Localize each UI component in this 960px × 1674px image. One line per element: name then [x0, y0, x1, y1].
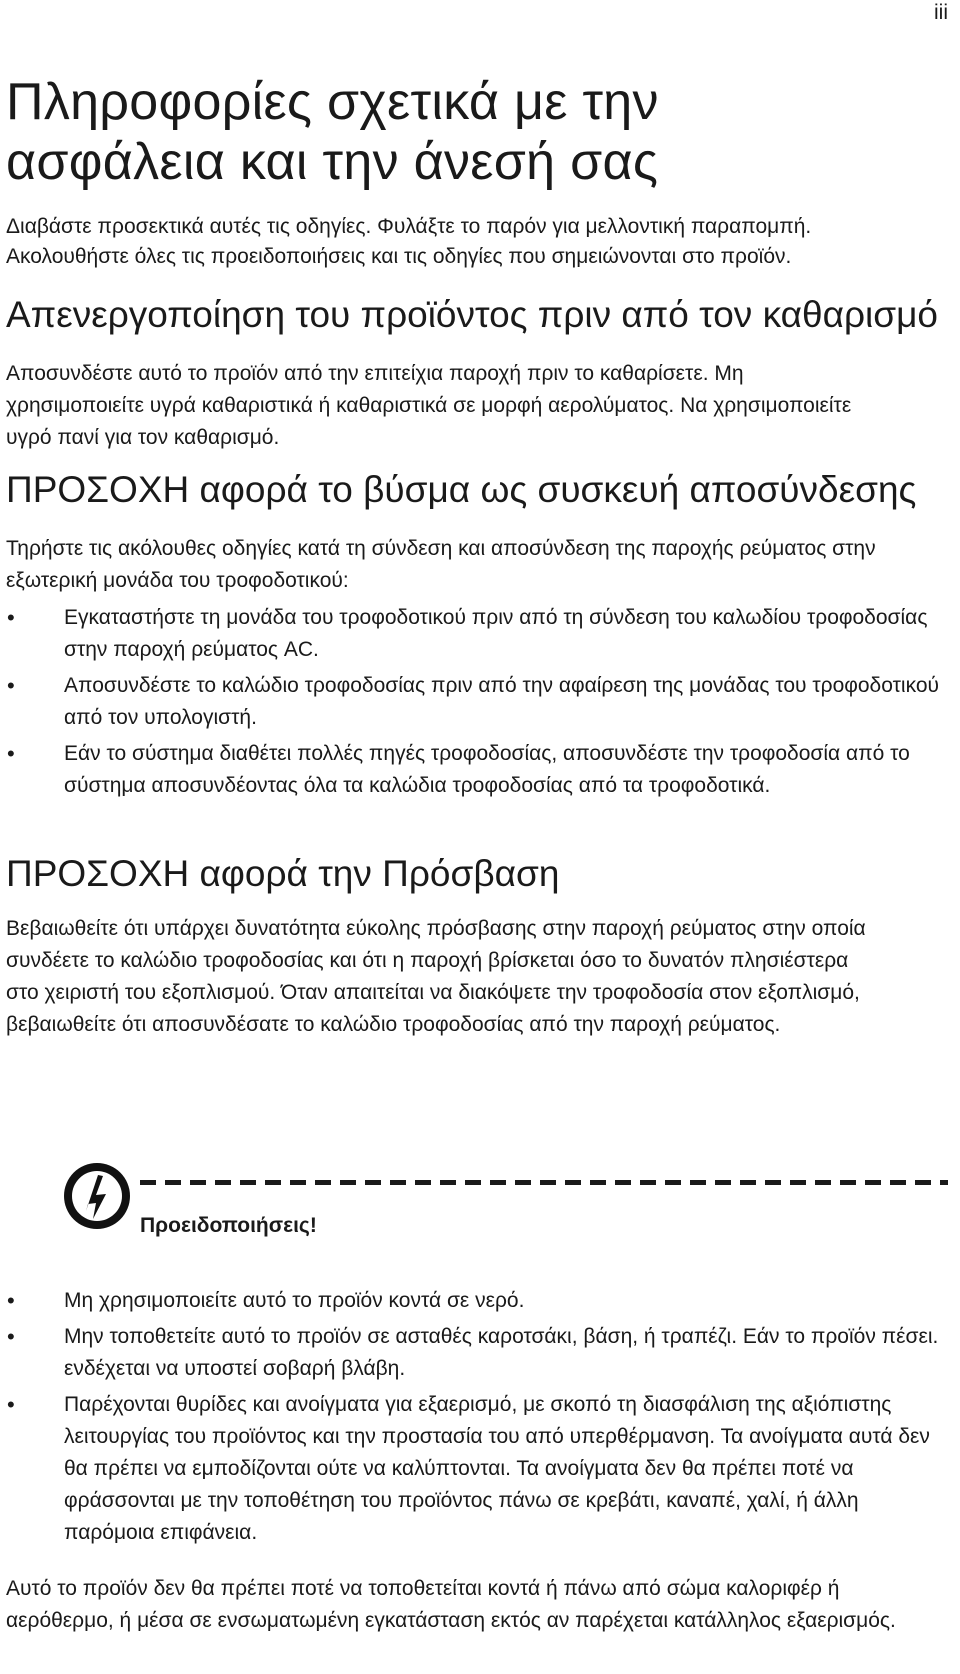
- section-body-cleaning: Αποσυνδέστε αυτό το προϊόν από την επιτείχια παροχή πριν το καθαρίσετε. Μη χρησιμοποιείτε υγρά καθαριστικά ή καθαριστικά σε μορφή αερολύματος. Να χρησιμοποιείτε υγρό πανί για τον καθαρισμό.: [6, 362, 852, 449]
- bullet-text: Παρέχονται θυρίδες και ανοίγματα για εξαερισμό, με σκοπό τη διασφάλιση της αξιόπιστης λειτουργίας του προϊόντος και την προστασία του από υπερθέρμανση. Τα ανοίγματα αυτά δεν θα πρέπει να εμποδίζονται ούτε να καλύπτονται. Τα ανοίγματα δεν θα πρέπει ποτέ να φράσσονται με την τοποθέτηση του προϊόντος πάνω σε κρεβάτι, καναπέ, χαλί, ή άλλη παρόμοια επιφάνεια.: [64, 1393, 930, 1544]
- bullet-marker: •: [7, 1288, 15, 1313]
- section-heading-access: ΠΡΟΣΟΧΗ αφορά την Πρόσβαση: [6, 853, 560, 894]
- list-item: [6, 602, 950, 666]
- bullet-marker: •: [7, 605, 15, 630]
- bullet-text: Εγκαταστήστε τη μονάδα του τροφοδοτικού πριν από τη σύνδεση του καλωδίου τροφοδοσίας στην παροχή ρεύματος AC.: [64, 606, 928, 661]
- bullet-text: Εάν το σύστημα διαθέτει πολλές πηγές τροφοδοσίας, αποσυνδέστε την τροφοδοσία από το σύστημα αποσυνδέοντας όλα τα καλώδια τροφοδοσίας από τα τροφοδοτικά.: [64, 742, 910, 797]
- lightning-bolt-icon: [62, 1161, 132, 1231]
- section-heading-cleaning: Απενεργοποίηση του προϊόντος πριν από τον καθαρισμό: [6, 294, 938, 335]
- warning-closing-text: Αυτό το προϊόν δεν θα πρέπει ποτέ να τοποθετείται κοντά ή πάνω από σώμα καλοριφέρ ή αερόθερμο, ή μέσα σε ενσωματωμένη εγκατάσταση εκτός αν παρέχεται κατάλληλος εξαερισμός.: [6, 1577, 896, 1632]
- intro-line-1: Διαβάστε προσεκτικά αυτές τις οδηγίες. Φυλάξτε το παρόν για μελλοντική παραπομπή.: [6, 215, 812, 238]
- list-item: [6, 1321, 950, 1385]
- section-body-plug-disconnect: Τηρήστε τις ακόλουθες οδηγίες κατά τη σύνδεση και αποσύνδεση της παροχής ρεύματος στην εξωτερική μονάδα του τροφοδοτικού:: [6, 537, 876, 592]
- section-heading-plug-disconnect: ΠΡΟΣΟΧΗ αφορά το βύσμα ως συσκευή αποσύνδεσης: [6, 469, 917, 510]
- list-item: [6, 1389, 950, 1549]
- list-item: [6, 738, 950, 802]
- intro-line-2: Ακολουθήστε όλες τις προειδοποιήσεις και τις οδηγίες που σημειώνονται στο προϊόν.: [6, 245, 792, 268]
- warning-divider: [140, 1180, 948, 1185]
- section-body-access: Βεβαιωθείτε ότι υπάρχει δυνατότητα εύκολης πρόσβασης στην παροχή ρεύματος στην οποία συνδέετε το καλώδιο τροφοδοσίας και ότι η παροχή βρίσκεται όσο το δυνατόν πλησιέστερα στο χειριστή του εξοπλισμού. Όταν απαιτείται να διακόψετε την τροφοδοσία στον εξοπλισμό, βεβαιωθείτε ότι αποσυνδέσατε το καλώδιο τροφοδοσίας από την παροχή ρεύματος.: [6, 917, 866, 1036]
- bullet-marker: •: [7, 741, 15, 766]
- warning-label: Προειδοποιήσεις!: [140, 1214, 317, 1237]
- list-item: [6, 1285, 950, 1317]
- bullet-marker: •: [7, 1392, 15, 1417]
- bullet-text: Μην τοποθετείτε αυτό το προϊόν σε ασταθές καροτσάκι, βάση, ή τραπέζι. Εάν το προϊόν πέσει. ενδέχεται να υποστεί σοβαρή βλάβη.: [64, 1325, 939, 1380]
- bullet-marker: •: [7, 673, 15, 698]
- bullet-text: Αποσυνδέστε το καλώδιο τροφοδοσίας πριν από την αφαίρεση της μονάδας του τροφοδοτικού από τον υπολογιστή.: [64, 674, 939, 729]
- bullet-text: Μη χρησιμοποιείτε αυτό το προϊόν κοντά σε νερό.: [64, 1289, 525, 1312]
- plug-disconnect-bullet-list: [6, 602, 950, 802]
- bullet-marker: •: [7, 1324, 15, 1349]
- list-item: [6, 670, 950, 734]
- page-number: iii: [934, 1, 948, 24]
- warning-bullet-list: [6, 1285, 950, 1549]
- page-title: Πληροφορίες σχετικά με την ασφάλεια και την άνεσή σας: [6, 73, 659, 191]
